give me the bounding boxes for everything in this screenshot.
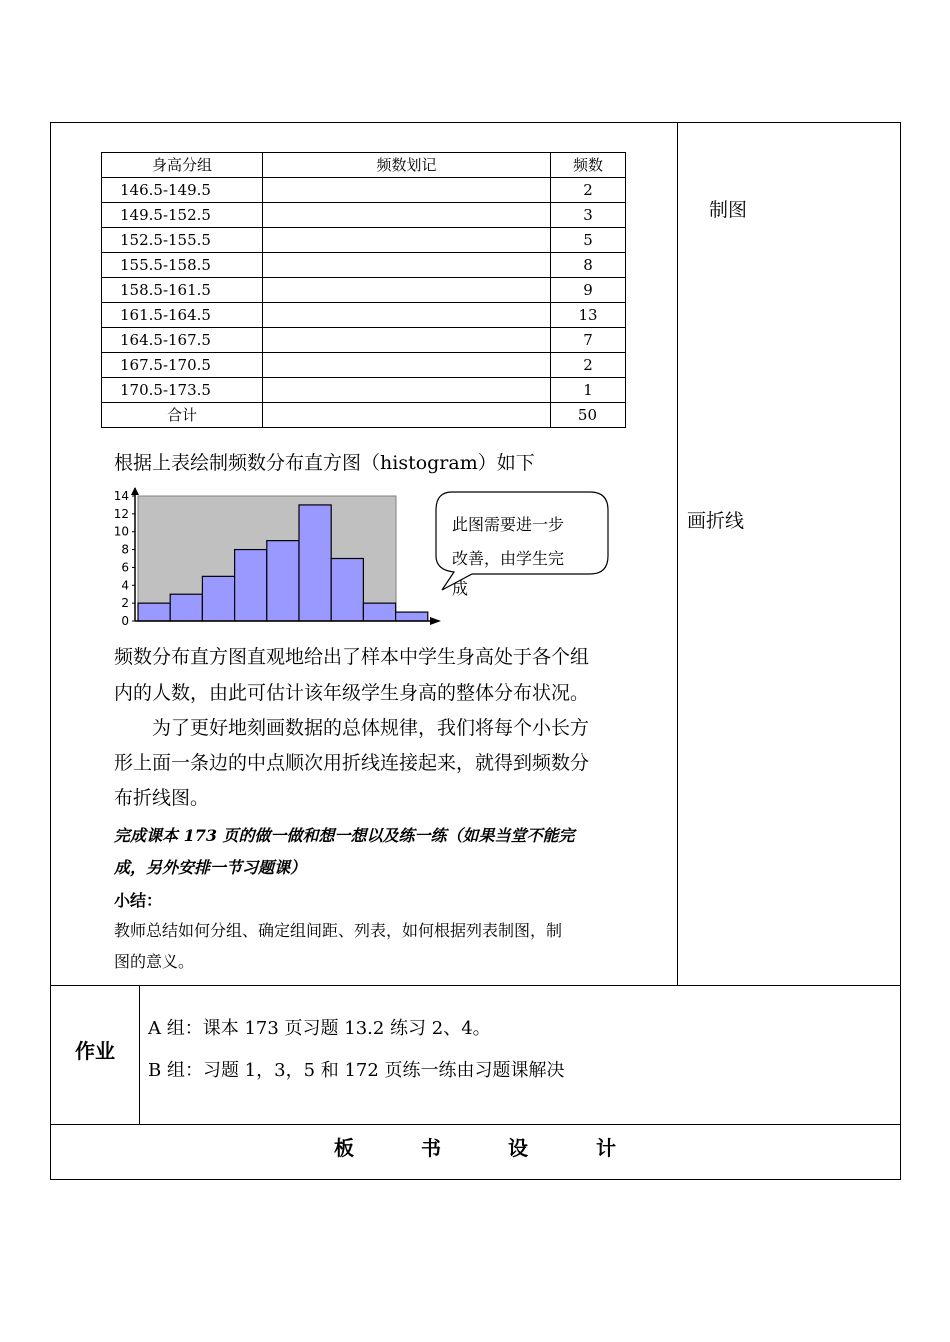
histogram-bar <box>235 550 267 621</box>
table-header-row <box>102 153 626 178</box>
histogram-bar <box>138 603 170 621</box>
table-row <box>102 203 626 228</box>
frame-left-border <box>50 122 51 1180</box>
histogram-bar <box>363 603 395 621</box>
table-row <box>102 303 626 328</box>
y-tick-label: 10 <box>113 524 129 539</box>
total-tally-cell <box>263 403 551 428</box>
tally-cell <box>263 378 551 403</box>
count-cell: 13 <box>551 303 626 328</box>
y-tick-label: 12 <box>113 506 129 521</box>
y-tick-label: 6 <box>121 560 129 575</box>
frame-homework-divider <box>139 985 140 1125</box>
bubble-line: 此图需要进一步 <box>452 515 565 534</box>
count-cell: 8 <box>551 253 626 278</box>
bubble-line: 成 <box>452 579 469 598</box>
y-tick-label: 8 <box>121 542 129 557</box>
table-row <box>102 178 626 203</box>
histogram-bar <box>396 612 428 621</box>
paragraph-line: 内的人数，由此可估计该年级学生身高的整体分布状况。 <box>114 682 590 704</box>
y-axis-arrow <box>131 487 139 495</box>
x-axis-arrow <box>430 617 441 625</box>
frame-divider-homework <box>50 985 901 986</box>
frame-divider-board <box>50 1124 901 1125</box>
count-cell: 5 <box>551 228 626 253</box>
count-cell: 1 <box>551 378 626 403</box>
histogram-bar <box>267 541 299 621</box>
range-cell: 164.5-167.5 <box>102 328 263 353</box>
range-cell: 149.5-152.5 <box>102 203 263 228</box>
histogram-bar <box>299 505 331 621</box>
histogram-bar <box>202 576 234 621</box>
tally-cell <box>263 178 551 203</box>
summary-line: 教师总结如何分组、确定组间距、列表，如何根据列表制图，制 <box>114 921 563 940</box>
table-row <box>102 278 626 303</box>
count-cell: 2 <box>551 178 626 203</box>
board-title-char: 设 <box>508 1136 528 1160</box>
range-cell: 155.5-158.5 <box>102 253 263 278</box>
frame-notes-divider <box>677 122 678 986</box>
homework-group-a: A 组：课本 173 页习题 13.2 练习 2、4。 <box>148 1018 491 1039</box>
bubble-line: 改善，由学生完 <box>452 549 565 568</box>
tally-cell <box>263 228 551 253</box>
paragraph-line: 形上面一条边的中点顺次用折线连接起来，就得到频数分 <box>114 752 590 774</box>
range-cell: 152.5-155.5 <box>102 228 263 253</box>
count-cell: 7 <box>551 328 626 353</box>
table-row <box>102 253 626 278</box>
y-tick-label: 0 <box>121 614 129 628</box>
table-row <box>102 228 626 253</box>
header-height-group: 身高分组 <box>102 153 263 178</box>
board-title-char: 书 <box>421 1136 441 1160</box>
paragraph-line: 频数分布直方图直观地给出了样本中学生身高处于各个组 <box>114 646 590 668</box>
speech-bubble-text <box>452 508 592 602</box>
tally-cell <box>263 303 551 328</box>
histogram-chart <box>108 486 443 632</box>
homework-group-b: B 组：习题 1，3，5 和 172 页练一练由习题课解决 <box>148 1060 565 1081</box>
table-row <box>102 378 626 403</box>
frequency-table <box>101 152 626 428</box>
histogram-intro-text: 根据上表绘制频数分布直方图（histogram）如下 <box>114 452 535 474</box>
total-value: 50 <box>551 403 626 428</box>
header-frequency: 频数 <box>551 153 626 178</box>
tally-cell <box>263 253 551 278</box>
y-tick-label: 2 <box>121 596 129 611</box>
range-cell: 170.5-173.5 <box>102 378 263 403</box>
board-title-char: 板 <box>334 1136 354 1160</box>
tally-cell <box>263 203 551 228</box>
frame-bottom-border <box>50 1179 901 1180</box>
summary-line: 图的意义。 <box>114 952 195 971</box>
y-tick-label: 14 <box>113 489 129 503</box>
count-cell: 3 <box>551 203 626 228</box>
histogram-bar <box>331 559 363 622</box>
total-label: 合计 <box>102 403 263 428</box>
range-cell: 161.5-164.5 <box>102 303 263 328</box>
frame-right-border <box>900 122 901 1180</box>
task-line: 完成课本 173 页的做一做和想一想以及练一练（如果当堂不能完 <box>114 826 575 845</box>
summary-label: 小结： <box>114 891 163 910</box>
count-cell: 2 <box>551 353 626 378</box>
range-cell: 158.5-161.5 <box>102 278 263 303</box>
header-tally: 频数划记 <box>263 153 551 178</box>
paragraph-line: 布折线图。 <box>114 787 210 809</box>
board-title-char: 计 <box>596 1136 616 1160</box>
tally-cell <box>263 353 551 378</box>
table-total-row <box>102 403 626 428</box>
tally-cell <box>263 328 551 353</box>
count-cell: 9 <box>551 278 626 303</box>
histogram-bar <box>170 594 202 621</box>
range-cell: 146.5-149.5 <box>102 178 263 203</box>
table-row <box>102 328 626 353</box>
y-tick-label: 4 <box>121 578 129 593</box>
range-cell: 167.5-170.5 <box>102 353 263 378</box>
tally-cell <box>263 278 551 303</box>
side-note-draw: 制图 <box>709 199 748 221</box>
frame-top-border <box>50 122 901 123</box>
homework-label: 作业 <box>75 1039 115 1063</box>
task-line: 成，另外安排一节习题课） <box>114 858 307 877</box>
paragraph-line: 为了更好地刻画数据的总体规律，我们将每个小长方 <box>152 717 590 739</box>
table-row <box>102 353 626 378</box>
side-note-polyline: 画折线 <box>687 510 745 532</box>
